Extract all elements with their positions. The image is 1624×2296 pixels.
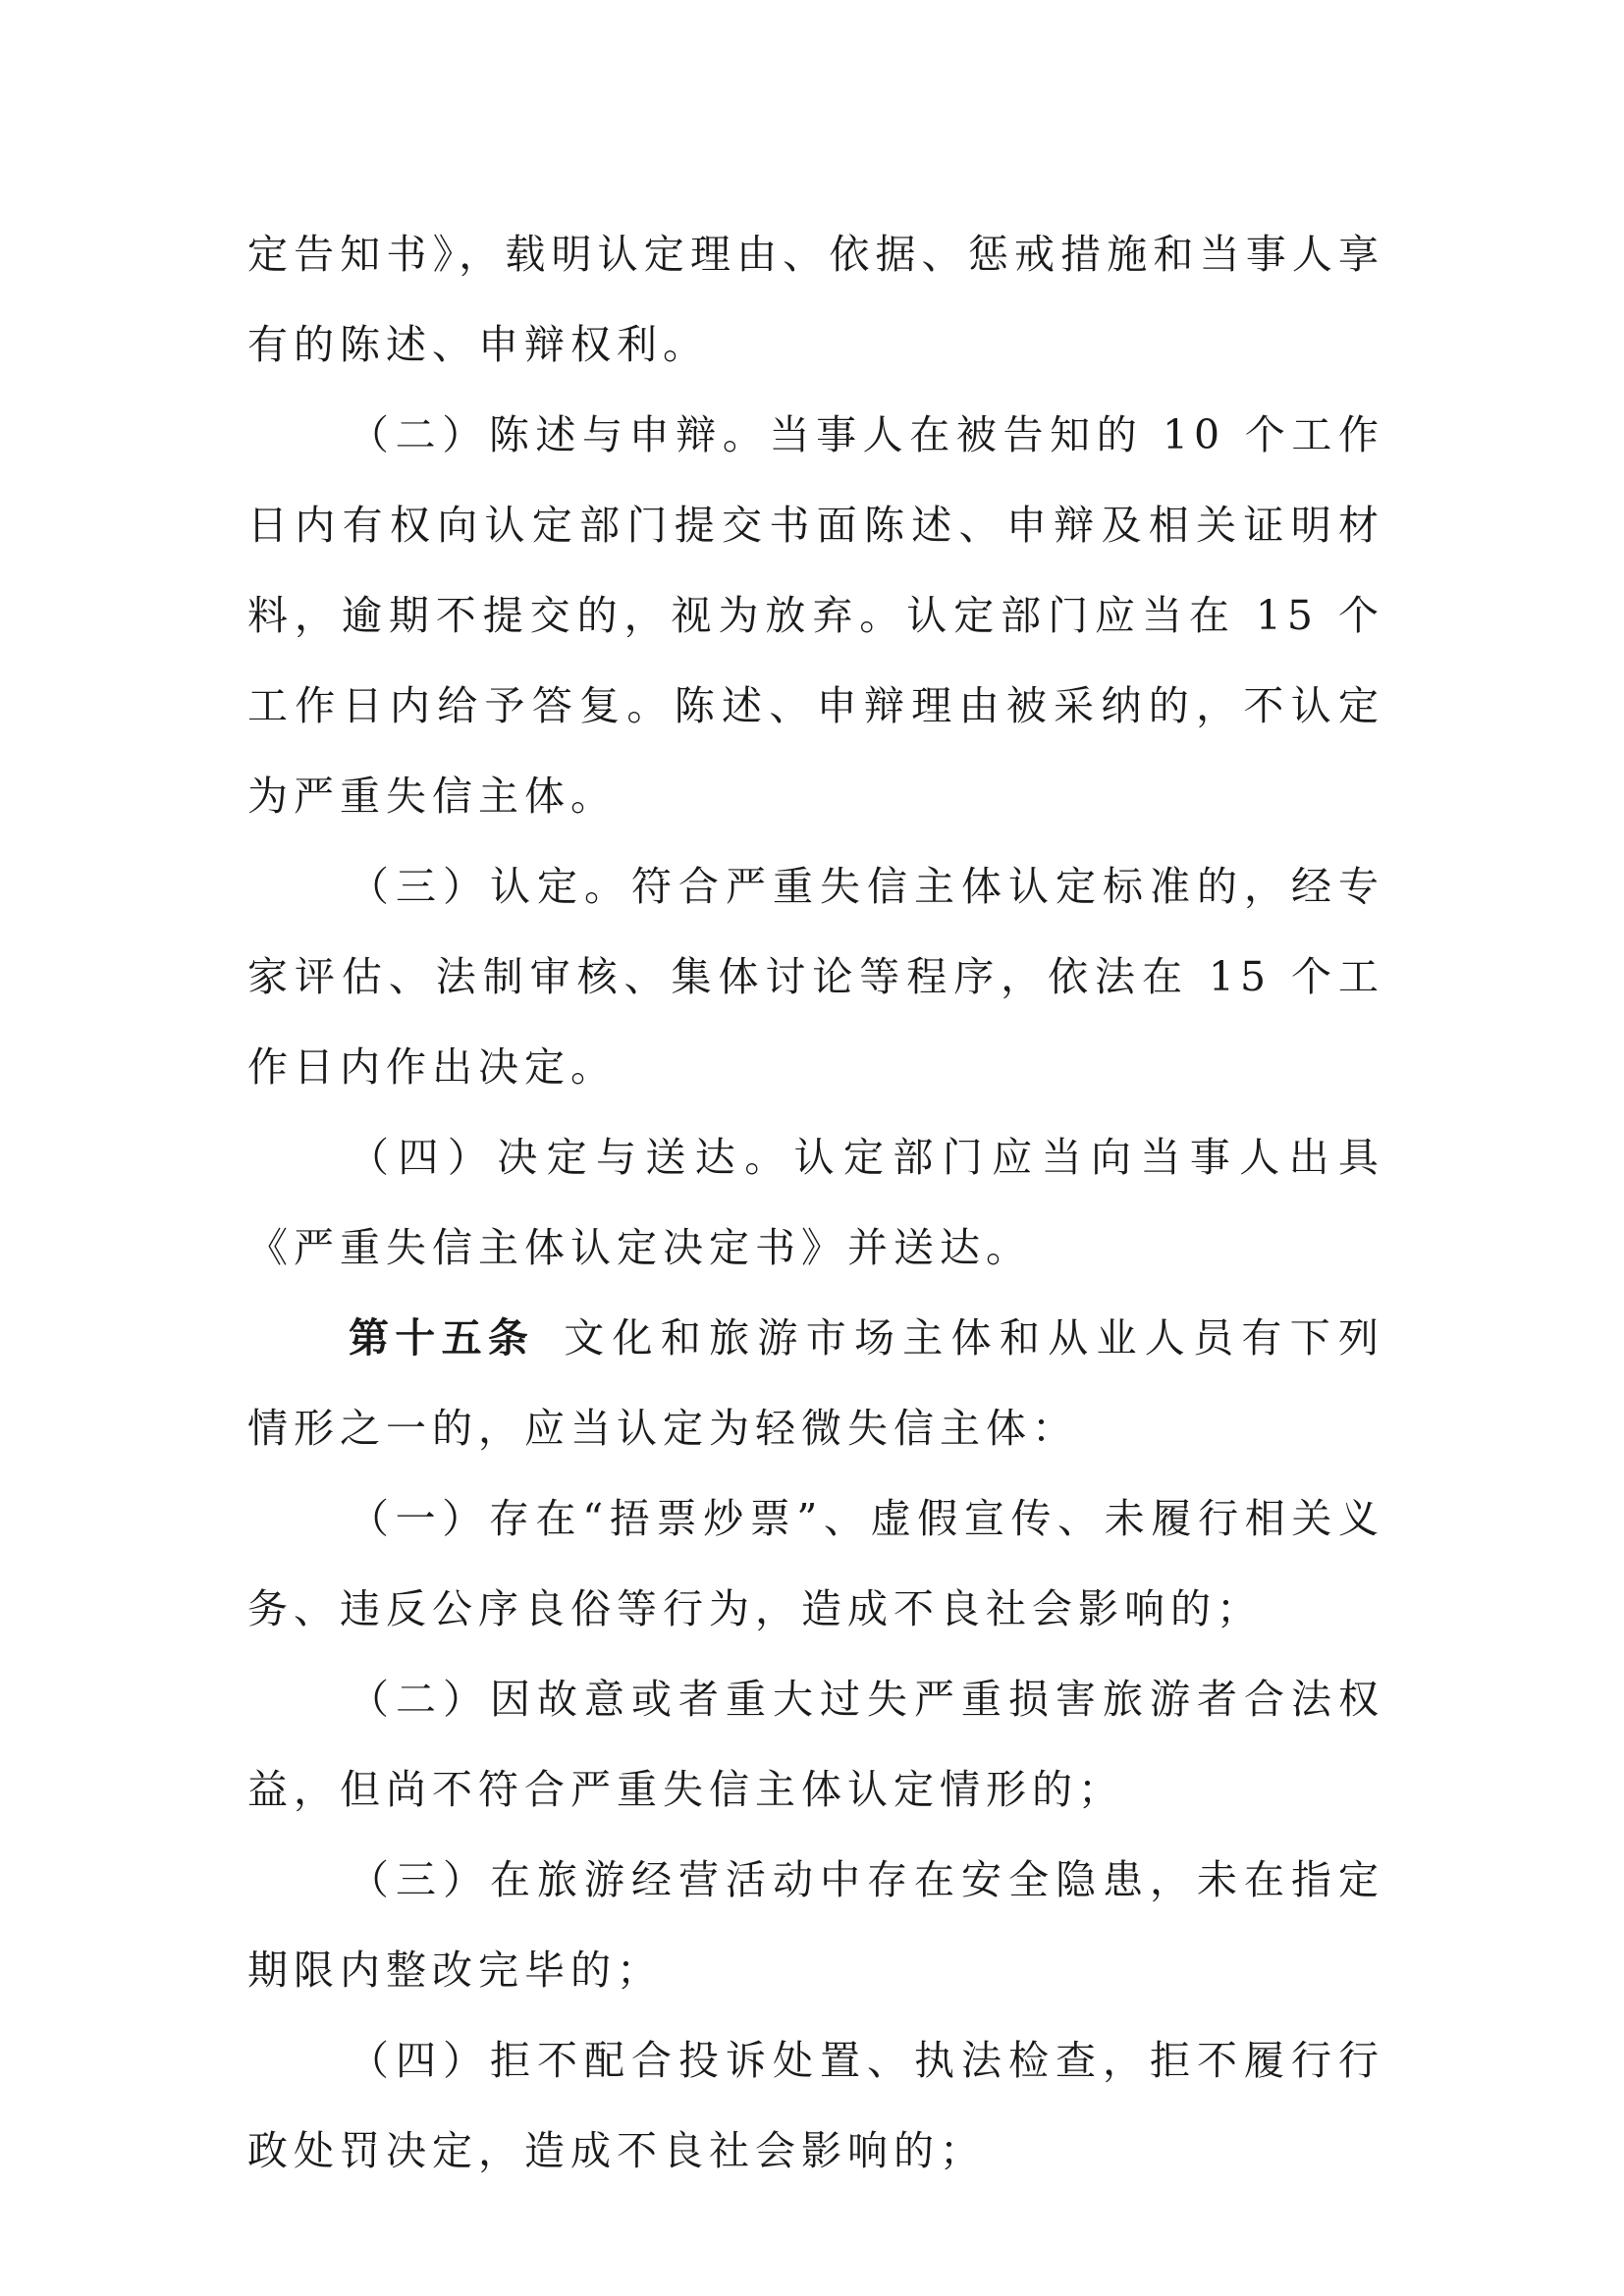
list-item-3: （三）在旅游经营活动中存在安全隐患，未在指定期限内整改完毕的； xyxy=(247,1856,1384,1994)
paragraph-determination: （三）认定。符合严重失信主体认定标准的，经专家评估、法制审核、集体讨论等程序，依法在 15 个工作日内作出决定。 xyxy=(247,863,1384,1091)
list-item-2: （二）因故意或者重大过失严重损害旅游者合法权益，但尚不符合严重失信主体认定情形的； xyxy=(247,1676,1384,1813)
paragraph-statement-and-defense: （二）陈述与申辩。当事人在被告知的 10 个工作日内有权向认定部门提交书面陈述、申辩及相关证明材料，逾期不提交的，视为放弃。认定部门应当在 15 个工作日内给予答复。陈述、申辩理由被采纳的，不认定为严重失信主体。 xyxy=(247,411,1384,820)
article-text: 文化和旅游市场主体和从业人员有下列情形之一的，应当认定为轻微失信主体： xyxy=(247,1314,1385,1452)
paragraph-notice-continuation: 定告知书》，载明认定理由、依据、惩戒措施和当事人享有的陈述、申辩权利。 xyxy=(247,231,1384,368)
paragraph-article-15 xyxy=(247,1293,1384,1473)
document-body xyxy=(247,209,1384,2196)
list-item-1: （一）存在“捂票炒票”、虚假宣传、未履行相关义务、违反公序良俗等行为，造成不良社会影响的； xyxy=(247,1495,1384,1632)
list-item-4: （四）拒不配合投诉处置、执法检查，拒不履行行政处罚决定，造成不良社会影响的； xyxy=(247,2037,1384,2174)
paragraph-decision-and-delivery: （四）决定与送达。认定部门应当向当事人出具《严重失信主体认定决定书》并送达。 xyxy=(247,1134,1384,1271)
article-label: 第十五条 xyxy=(349,1314,535,1362)
